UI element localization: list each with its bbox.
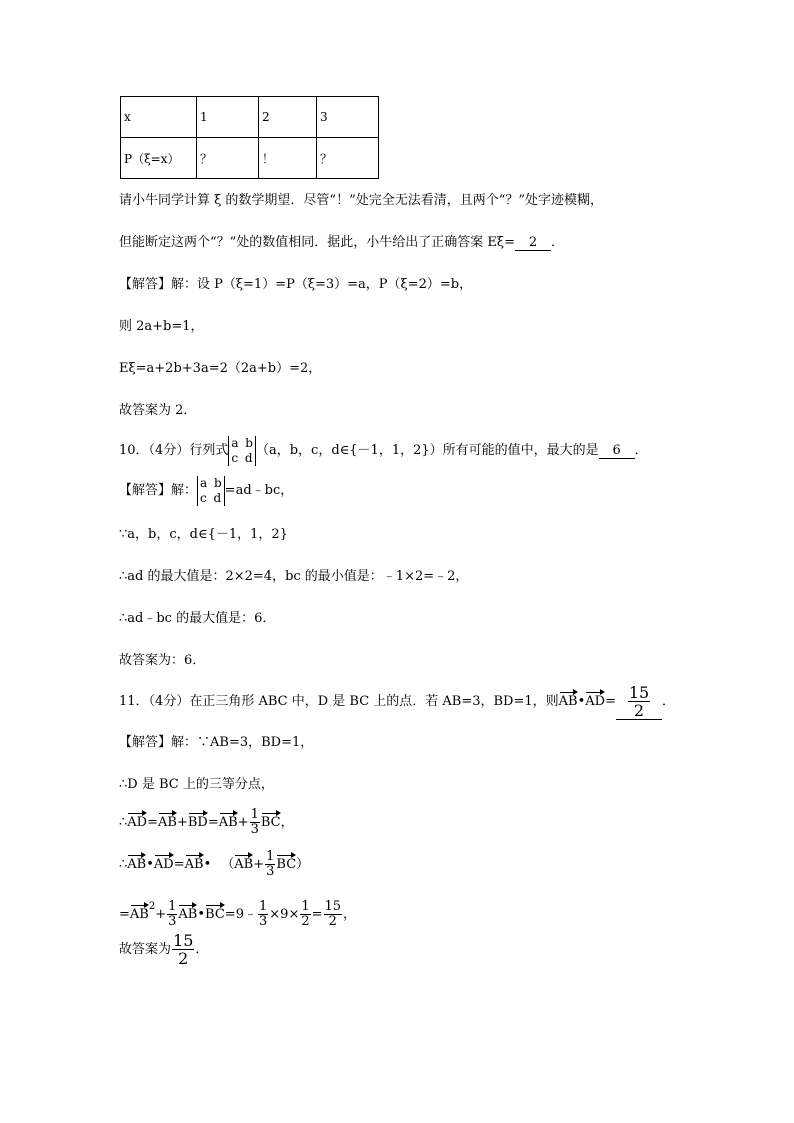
solution-equation <box>119 890 356 932</box>
punct: ． <box>634 443 648 458</box>
solution-final <box>119 932 208 967</box>
vector-ad: AD <box>585 690 605 709</box>
vector-bc: BC <box>205 903 225 922</box>
punct: ， <box>280 815 294 830</box>
punct: ． <box>662 694 676 709</box>
denominator: 2 <box>328 914 337 929</box>
vector-ab: AB <box>234 853 253 872</box>
punct: ， <box>343 907 357 922</box>
numerator: 1 <box>250 807 259 822</box>
solution-text: =ad﹣bc， <box>224 483 294 498</box>
det-row: c d <box>200 490 222 505</box>
paren: （ <box>221 857 235 872</box>
table-cell: ？ <box>317 138 379 179</box>
table-row <box>121 138 379 179</box>
fraction <box>628 684 650 719</box>
table-cell: 2 <box>259 97 317 138</box>
denominator: 2 <box>633 701 645 720</box>
dot-operator: • <box>203 857 212 872</box>
numerator: 1 <box>258 899 268 914</box>
vector-ab: AB <box>130 903 149 922</box>
vector-bd: BD <box>188 811 208 830</box>
solution-label: 【解答】解： <box>119 483 198 498</box>
problem9-text-line1: 请小牛同学计算 ξ 的数学期望．尽管“！”处完全无法看清，且两个“？”处字迹模糊， <box>119 193 604 208</box>
plus: + <box>253 857 265 872</box>
determinant <box>197 476 225 506</box>
table-cell: x <box>121 97 197 138</box>
table-row <box>121 97 379 138</box>
fraction <box>265 850 275 879</box>
equals: = <box>173 857 185 872</box>
fraction <box>250 808 260 837</box>
problem10-question: （a，b，c，d∈{－1，1，2}）所有可能的值中，最大的是 <box>255 443 599 458</box>
punct: ． <box>195 942 209 957</box>
answer-blank: 2 <box>515 236 551 251</box>
denominator: 3 <box>250 822 259 837</box>
solution-text: =9﹣ <box>224 907 257 922</box>
solution-line: ∴ad﹣bc 的最大值是：6． <box>119 611 276 626</box>
equals: = <box>311 907 323 922</box>
vector-ad: AD <box>127 811 147 830</box>
dot-operator: • <box>577 694 586 709</box>
answer-blank <box>616 684 662 720</box>
numerator: 1 <box>266 849 275 864</box>
vector-ab: AB <box>559 690 578 709</box>
times: × <box>288 907 300 922</box>
denominator: 3 <box>258 914 268 929</box>
solution-line: Eξ=a+2b+3a=2（2a+b）=2， <box>119 361 322 376</box>
table-cell: P（ξ=x） <box>121 138 197 179</box>
numerator: 15 <box>324 899 342 914</box>
denominator: 2 <box>301 914 310 929</box>
fraction <box>300 900 310 929</box>
table-cell: ！ <box>259 138 317 179</box>
equals: = <box>119 907 130 922</box>
solution-line: ∴D 是 BC 上的三等分点， <box>119 777 274 792</box>
therefore-symbol: ∴ <box>119 815 128 830</box>
det-row: a b <box>231 435 253 450</box>
dot-operator: • <box>146 857 154 872</box>
det-row: a b <box>200 475 222 490</box>
problem11-prefix: 11．（4分）在正三角形 ABC 中，D 是 BC 上的点．若 AB=3，BD=1，则 <box>119 694 559 709</box>
vector-ab: AB <box>158 811 177 830</box>
numerator: 15 <box>628 683 650 702</box>
table-cell: 1 <box>197 97 259 138</box>
plus: + <box>155 907 167 922</box>
solution-line: 【解答】解：∵AB=3，BD=1， <box>119 735 314 750</box>
numerator: 15 <box>173 931 194 950</box>
denominator: 3 <box>168 914 177 929</box>
solution-line: 则 2a+b=1， <box>119 319 204 334</box>
vector-ab: AB <box>127 853 146 872</box>
vector-ab: AB <box>219 811 238 830</box>
answer-blank: 6 <box>599 444 635 459</box>
paren: ） <box>296 857 310 872</box>
vector-bc: BC <box>261 811 281 830</box>
denominator: 2 <box>178 949 189 968</box>
fraction <box>167 900 177 929</box>
equals: = <box>147 815 158 830</box>
solution-equation <box>119 848 309 882</box>
solution-equation <box>119 806 294 840</box>
numerator: 1 <box>301 899 310 914</box>
numerator: 1 <box>168 899 177 914</box>
plus: + <box>176 815 188 830</box>
solution-text: 故答案为 <box>119 942 172 957</box>
fraction <box>172 932 194 967</box>
solution-line: 【解答】解：设 P（ξ=1）=P（ξ=3）=a，P（ξ=2）=b， <box>119 277 473 292</box>
problem10-statement <box>119 432 648 470</box>
solution-line: 故答案为：6． <box>119 653 206 668</box>
vector-ab: AB <box>178 903 197 922</box>
times: × <box>269 907 281 922</box>
punct: ． <box>550 235 564 250</box>
therefore-symbol: ∴ <box>119 857 128 872</box>
determinant <box>228 436 256 466</box>
solution-line: ∴ad 的最大值是：2×2=4，bc 的最小值是：﹣1×2=﹣2， <box>119 569 469 584</box>
vector-ab: AB <box>185 853 204 872</box>
solution-line: ∵a，b，c，d∈{－1，1，2} <box>119 527 288 542</box>
problem9-question: 但能断定这两个“？”处的数值相同．据此，小牛给出了正确答案 Eξ= <box>119 235 515 250</box>
number: 9 <box>280 907 289 922</box>
equals: = <box>207 815 219 830</box>
problem11-statement <box>119 684 675 720</box>
dot-operator: • <box>197 907 206 922</box>
solution-line <box>119 472 293 510</box>
solution-line: 故答案为 2． <box>119 403 197 418</box>
distribution-table <box>120 96 379 179</box>
table-cell: 3 <box>317 97 379 138</box>
problem10-prefix: 10．（4分）行列式 <box>119 443 229 458</box>
vector-bc: BC <box>276 853 296 872</box>
problem9-text-line2 <box>119 234 564 252</box>
exponent: 2 <box>148 901 156 912</box>
plus: + <box>237 815 249 830</box>
denominator: 3 <box>266 864 275 879</box>
equals: = <box>605 694 616 709</box>
fraction <box>324 900 343 929</box>
fraction <box>258 900 268 929</box>
vector-ad: AD <box>154 853 174 872</box>
table-cell: ？ <box>197 138 259 179</box>
det-row: c d <box>231 450 253 465</box>
